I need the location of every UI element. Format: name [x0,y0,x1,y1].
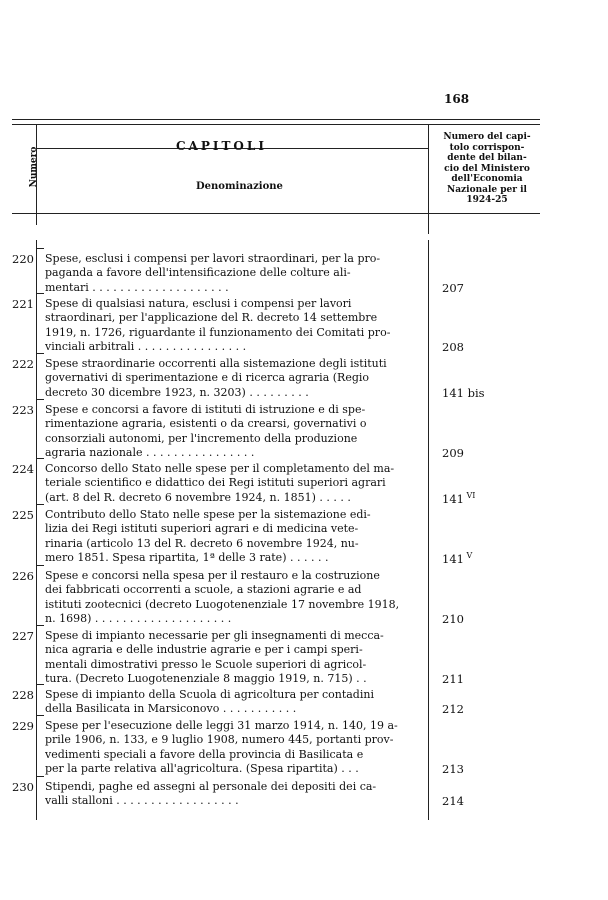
description-line: della Basilicata in Marsiconovo . . . . . . . . . . . [45,702,297,716]
description-line: paganda a favore dell'intensificazione delle colture ali- [45,266,351,280]
header-corresponding-line: Numero del capi- [443,132,531,142]
corresponding-chapter-ref [442,551,532,566]
column-divider-reference-lower [428,240,429,820]
chapter-description [45,403,421,461]
ref-number: 207 [442,280,464,295]
chapter-number: 220 [12,252,34,266]
row-tick [36,625,44,626]
ref-superscript: VI [463,490,476,500]
chapter-number: 227 [12,629,34,643]
description-line: rinaria (articolo 13 del R. decreto 6 novembre 1924, nu- [45,536,359,550]
corresponding-chapter-ref [442,386,532,400]
chapter-description [45,569,421,627]
ref-number: 212 [442,702,464,717]
row-tick [36,293,44,294]
description-line: valli stalloni . . . . . . . . . . . . . . . . . . [45,794,239,808]
chapter-number: 229 [12,719,34,733]
chapter-number: 222 [12,357,34,371]
row-tick [36,776,44,777]
ref-number: 209 [442,446,464,461]
corresponding-chapter-ref [442,702,532,716]
description-line: agraria nazionale . . . . . . . . . . . . . . . . [45,446,255,460]
description-line: teriale scientifico e didattico dei Regi istituti superiori agrari [45,476,386,490]
chapter-number: 223 [12,403,34,417]
description-line: Contributo dello Stato nelle spese per la sistemazione edi- [45,508,371,521]
header-corresponding-line: tolo corrispon- [449,142,525,153]
corresponding-chapter-ref [442,446,532,460]
top-rule [12,119,540,120]
description-line: Spese di qualsiasi natura, esclusi i compensi per lavori [45,297,352,310]
chapter-number: 224 [12,462,34,476]
chapter-number: 221 [12,297,34,311]
row-tick [36,504,44,505]
chapter-number: 225 [12,508,34,522]
header-numero: Numero [29,146,39,188]
description-line: mentali dimostrativi presso le Scuole superiori di agricol- [45,657,367,671]
corresponding-chapter-ref [442,794,532,808]
ref-number: 214 [442,794,464,809]
chapter-description [45,719,421,777]
description-line: n. 1698) . . . . . . . . . . . . . . . . . . . . [45,612,232,626]
description-line: istituti zootecnici (decreto Luogotenenziale 17 novembre 1918, [45,597,400,611]
corresponding-chapter-ref [442,340,532,354]
description-line: Spese e concorsi nella spesa per il restauro e la costruzione [45,569,380,582]
description-line: Concorso dello Stato nelle spese per il completamento del ma- [45,462,395,475]
description-line: Spese per l'esecuzione delle leggi 31 marzo 1914, n. 140, 19 a- [45,719,398,732]
row-tick [36,353,44,354]
column-divider-number-lower [36,240,37,820]
corresponding-chapter-ref [442,491,532,506]
ref-number: 210 [442,612,464,627]
chapter-description [45,297,421,355]
description-line: nica agraria e delle industrie agrarie e per i campi speri- [45,643,363,657]
row-tick [36,399,44,400]
ref-superscript: V [463,551,473,561]
chapter-number: 230 [12,780,34,794]
row-tick [36,458,44,459]
header-corresponding-line: 1924-25 [466,195,508,205]
description-line: vinciali arbitrali . . . . . . . . . . . . . . . . [45,340,247,354]
row-tick [36,565,44,566]
page-number: 168 [444,92,470,106]
corresponding-chapter-ref [442,281,532,295]
description-line: Spese, esclusi i compensi per lavori straordinari, per la pro- [45,252,381,265]
chapter-description [45,688,421,717]
header-denominazione: Denominazione [196,181,283,192]
description-line: vedimenti speciali a favore della provincia di Basilicata e [45,747,364,761]
description-line: straordinari, per l'applicazione del R. decreto 14 settembre [45,311,378,325]
chapter-description [45,629,421,687]
chapter-number: 228 [12,688,34,702]
header-corresponding-line: cio del Ministero [444,163,530,174]
header-capitoli: CAPITOLI [176,139,267,153]
header-corresponding-line: dente del bilan- [447,153,527,163]
description-line: 1919, n. 1726, riguardante il funzionamento dei Comitati pro- [45,325,391,339]
description-line: dei fabbricati occorrenti a scuole, a stazioni agrarie e ad [45,583,362,597]
description-line: decreto 30 dicembre 1923, n. 3203) . . . . . . . . . [45,385,309,399]
ref-number: 211 [442,672,464,687]
description-line: tura. (Decreto Luogotenenziale 8 maggio 1919, n. 715) . . [45,672,367,686]
chapter-description [45,508,421,566]
description-line: governativi di sperimentazione e di ricerca agraria (Regio [45,371,370,385]
description-line: (art. 8 del R. decreto 6 novembre 1924, n. 1851) . . . . . [45,490,351,504]
top-rule-double [12,124,540,125]
description-line: Stipendi, paghe ed assegni al personale dei depositi dei ca- [45,780,377,793]
header-corresponding-chapter [432,132,542,206]
header-bottom-rule [12,213,540,214]
corresponding-chapter-ref [442,612,532,626]
description-line: consorziali autonomi, per l'incremento della produzione [45,431,358,445]
column-divider-reference [428,124,429,234]
chapter-description [45,462,421,505]
ref-number: 141 [442,552,464,567]
ref-number: 208 [442,340,464,355]
ref-number: 213 [442,762,464,777]
description-line: Spese straordinarie occorrenti alla sistemazione degli istituti [45,357,387,370]
description-line: Spese di impianto necessarie per gli insegnamenti di mecca- [45,629,384,642]
description-line: lizia dei Regi istituti superiori agrari e di medicina vete- [45,522,359,536]
ref-number: 141 [442,491,464,506]
row-tick [36,715,44,716]
row-tick [36,248,44,249]
chapter-number: 226 [12,569,34,583]
ref-number: 141 bis [442,385,485,400]
corresponding-chapter-ref [442,762,532,776]
description-line: Spese di impianto della Scuola di agricoltura per contadini [45,688,374,701]
description-line: per la parte relativa all'agricoltura. (Spesa ripartita) . . . [45,762,359,776]
chapter-description [45,357,421,400]
chapter-description [45,252,421,295]
corresponding-chapter-ref [442,672,532,686]
header-corresponding-line: Nazionale per il [447,184,527,195]
row-tick [36,684,44,685]
description-line: prile 1906, n. 133, e 9 luglio 1908, numero 445, portanti prov- [45,733,394,747]
header-corresponding-line: dell'Economia [451,174,523,184]
chapter-description [45,780,421,809]
description-line: Spese e concorsi a favore di istituti di istruzione e di spe- [45,403,366,416]
description-line: mero 1851. Spesa ripartita, 1ª delle 3 rate) . . . . . . [45,551,329,565]
description-line: mentari . . . . . . . . . . . . . . . . . . . . [45,280,229,294]
description-line: rimentazione agraria, esistenti o da crearsi, governativi o [45,417,367,431]
